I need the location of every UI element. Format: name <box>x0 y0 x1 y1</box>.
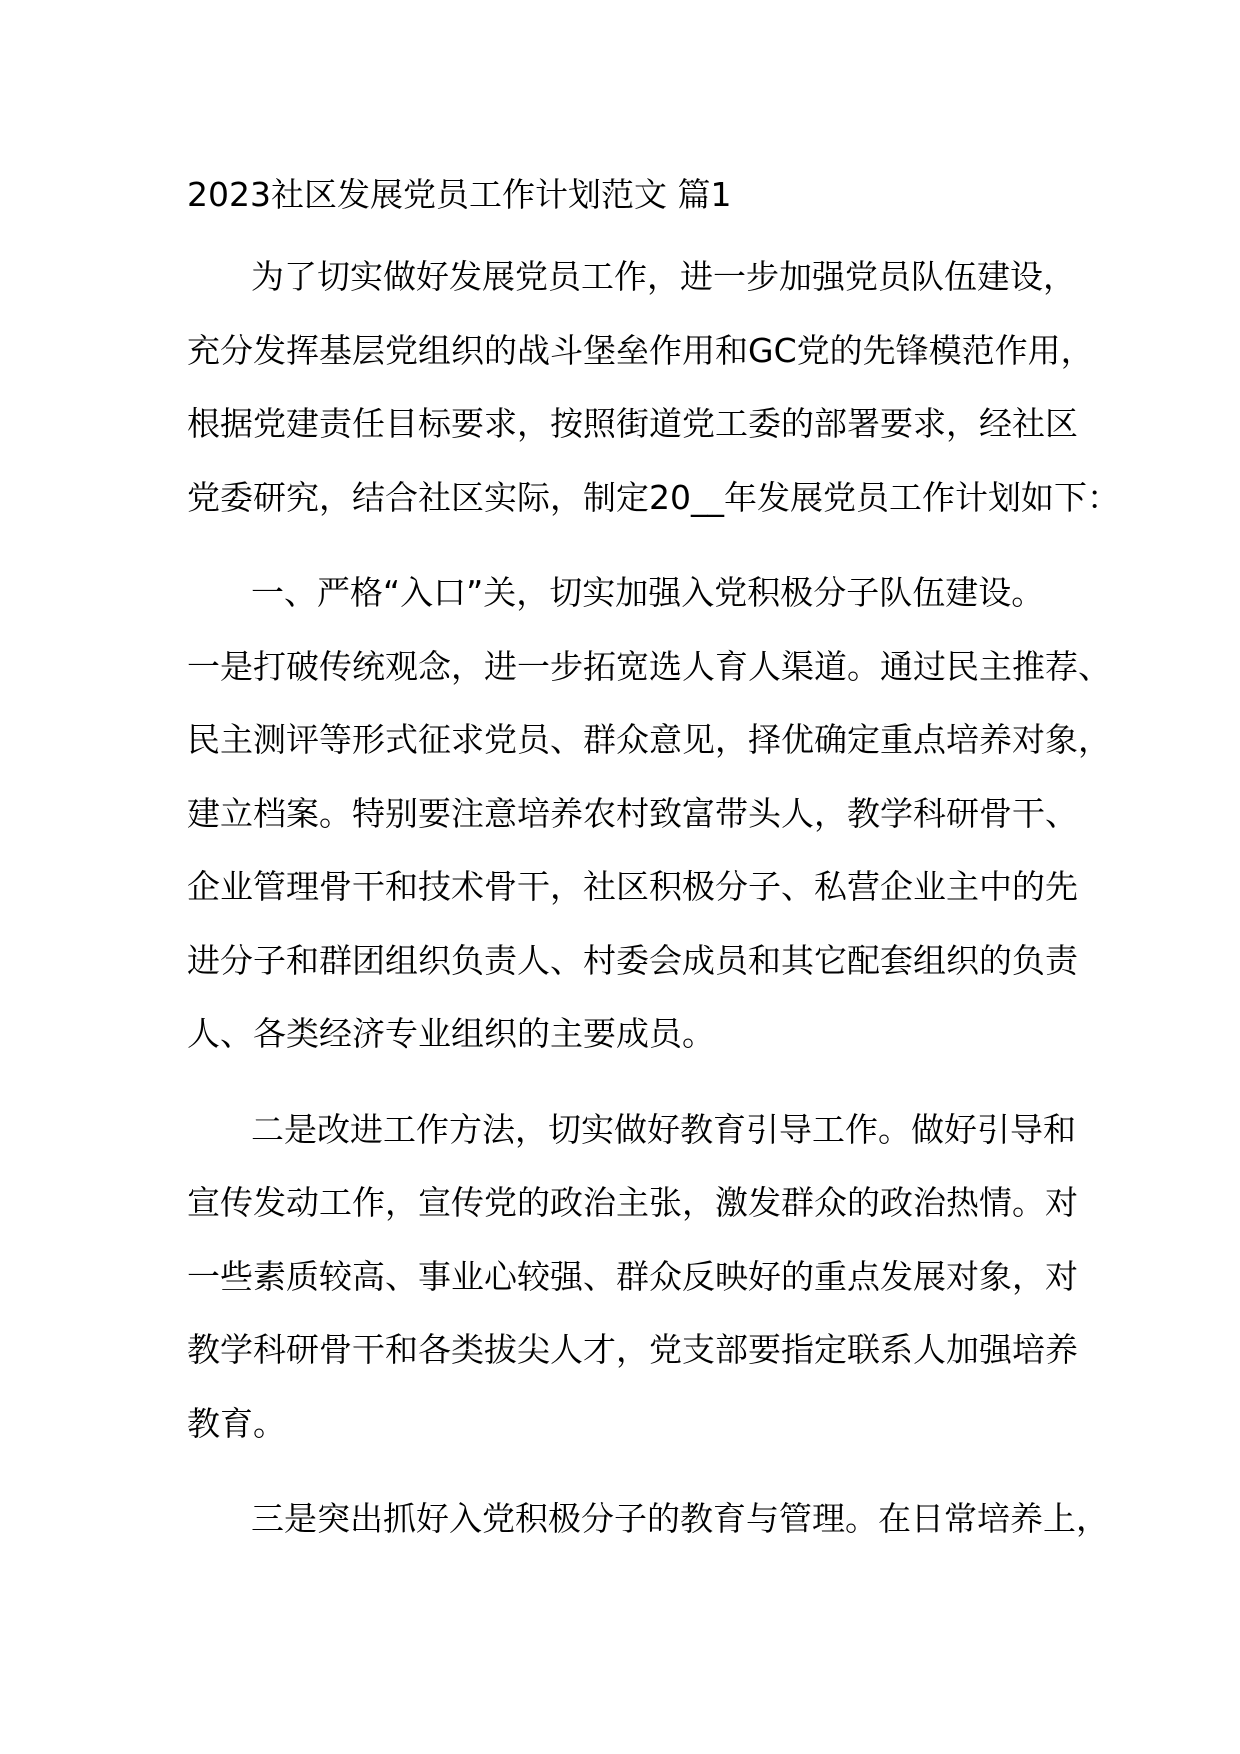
paragraph-line: 一、严格“入口”关，切实加强入党积极分子队伍建设。 <box>251 573 1045 612</box>
paragraph-line: 教育。 <box>187 1403 286 1443</box>
paragraph-line: 二是改进工作方法，切实做好教育引导工作。做好引导和 <box>251 1109 1076 1149</box>
paragraph-3 <box>187 1093 1087 1461</box>
paragraph-gap <box>187 1071 1087 1093</box>
paragraph-line: 充分发挥基层党组织的战斗堡垒作用和GC党的先锋模范作用， <box>187 330 1094 370</box>
paragraph-line: 一些素质较高、事业心较强、群众反映好的重点发展对象，对 <box>187 1256 1078 1296</box>
paragraph-line: 人、各类经济专业组织的主要成员。 <box>187 1014 715 1053</box>
paragraph-line: 企业管理骨干和技术骨干，社区积极分子、私营企业主中的先 <box>187 867 1078 906</box>
paragraph-1 <box>187 240 1120 534</box>
paragraph-line: 进分子和群团组织负责人、村委会成员和其它配套组织的负责 <box>187 940 1078 980</box>
paragraph-gap <box>187 1460 1087 1482</box>
paragraph-line: 根据党建责任目标要求，按照街道党工委的部署要求，经社区 <box>187 404 1078 443</box>
paragraph-line: 教学科研骨干和各类拔尖人才，党支部要指定联系人加强培养 <box>187 1330 1078 1369</box>
paragraph-line: 建立档案。特别要注意培养农村致富带头人，教学科研骨干、 <box>187 793 1078 833</box>
paragraph-line: 民主测评等形式征求党员、群众意见，择优确定重点培养对象， <box>187 720 1111 759</box>
paragraph-line: 宣传发动工作，宣传党的政治主张，激发群众的政治热情。对 <box>187 1183 1078 1222</box>
paragraph-line: 三是突出抓好入党积极分子的教育与管理。在日常培养上， <box>251 1499 1109 1538</box>
document-body <box>187 170 1120 1556</box>
paragraph-4 <box>187 1482 1109 1556</box>
document-title: 2023社区发展党员工作计划范文 篇1 <box>187 175 732 214</box>
paragraph-line: 为了切实做好发展党员工作，进一步加强党员队伍建设， <box>251 257 1076 296</box>
paragraph-2 <box>187 556 1111 1071</box>
paragraph-line: 一是打破传统观念，进一步拓宽选人育人渠道。通过民主推荐、 <box>187 646 1111 686</box>
paragraph-line: 党委研究，结合社区实际，制定20__年发展党员工作计划如下： <box>187 477 1120 517</box>
paragraph-gap <box>187 534 1087 556</box>
